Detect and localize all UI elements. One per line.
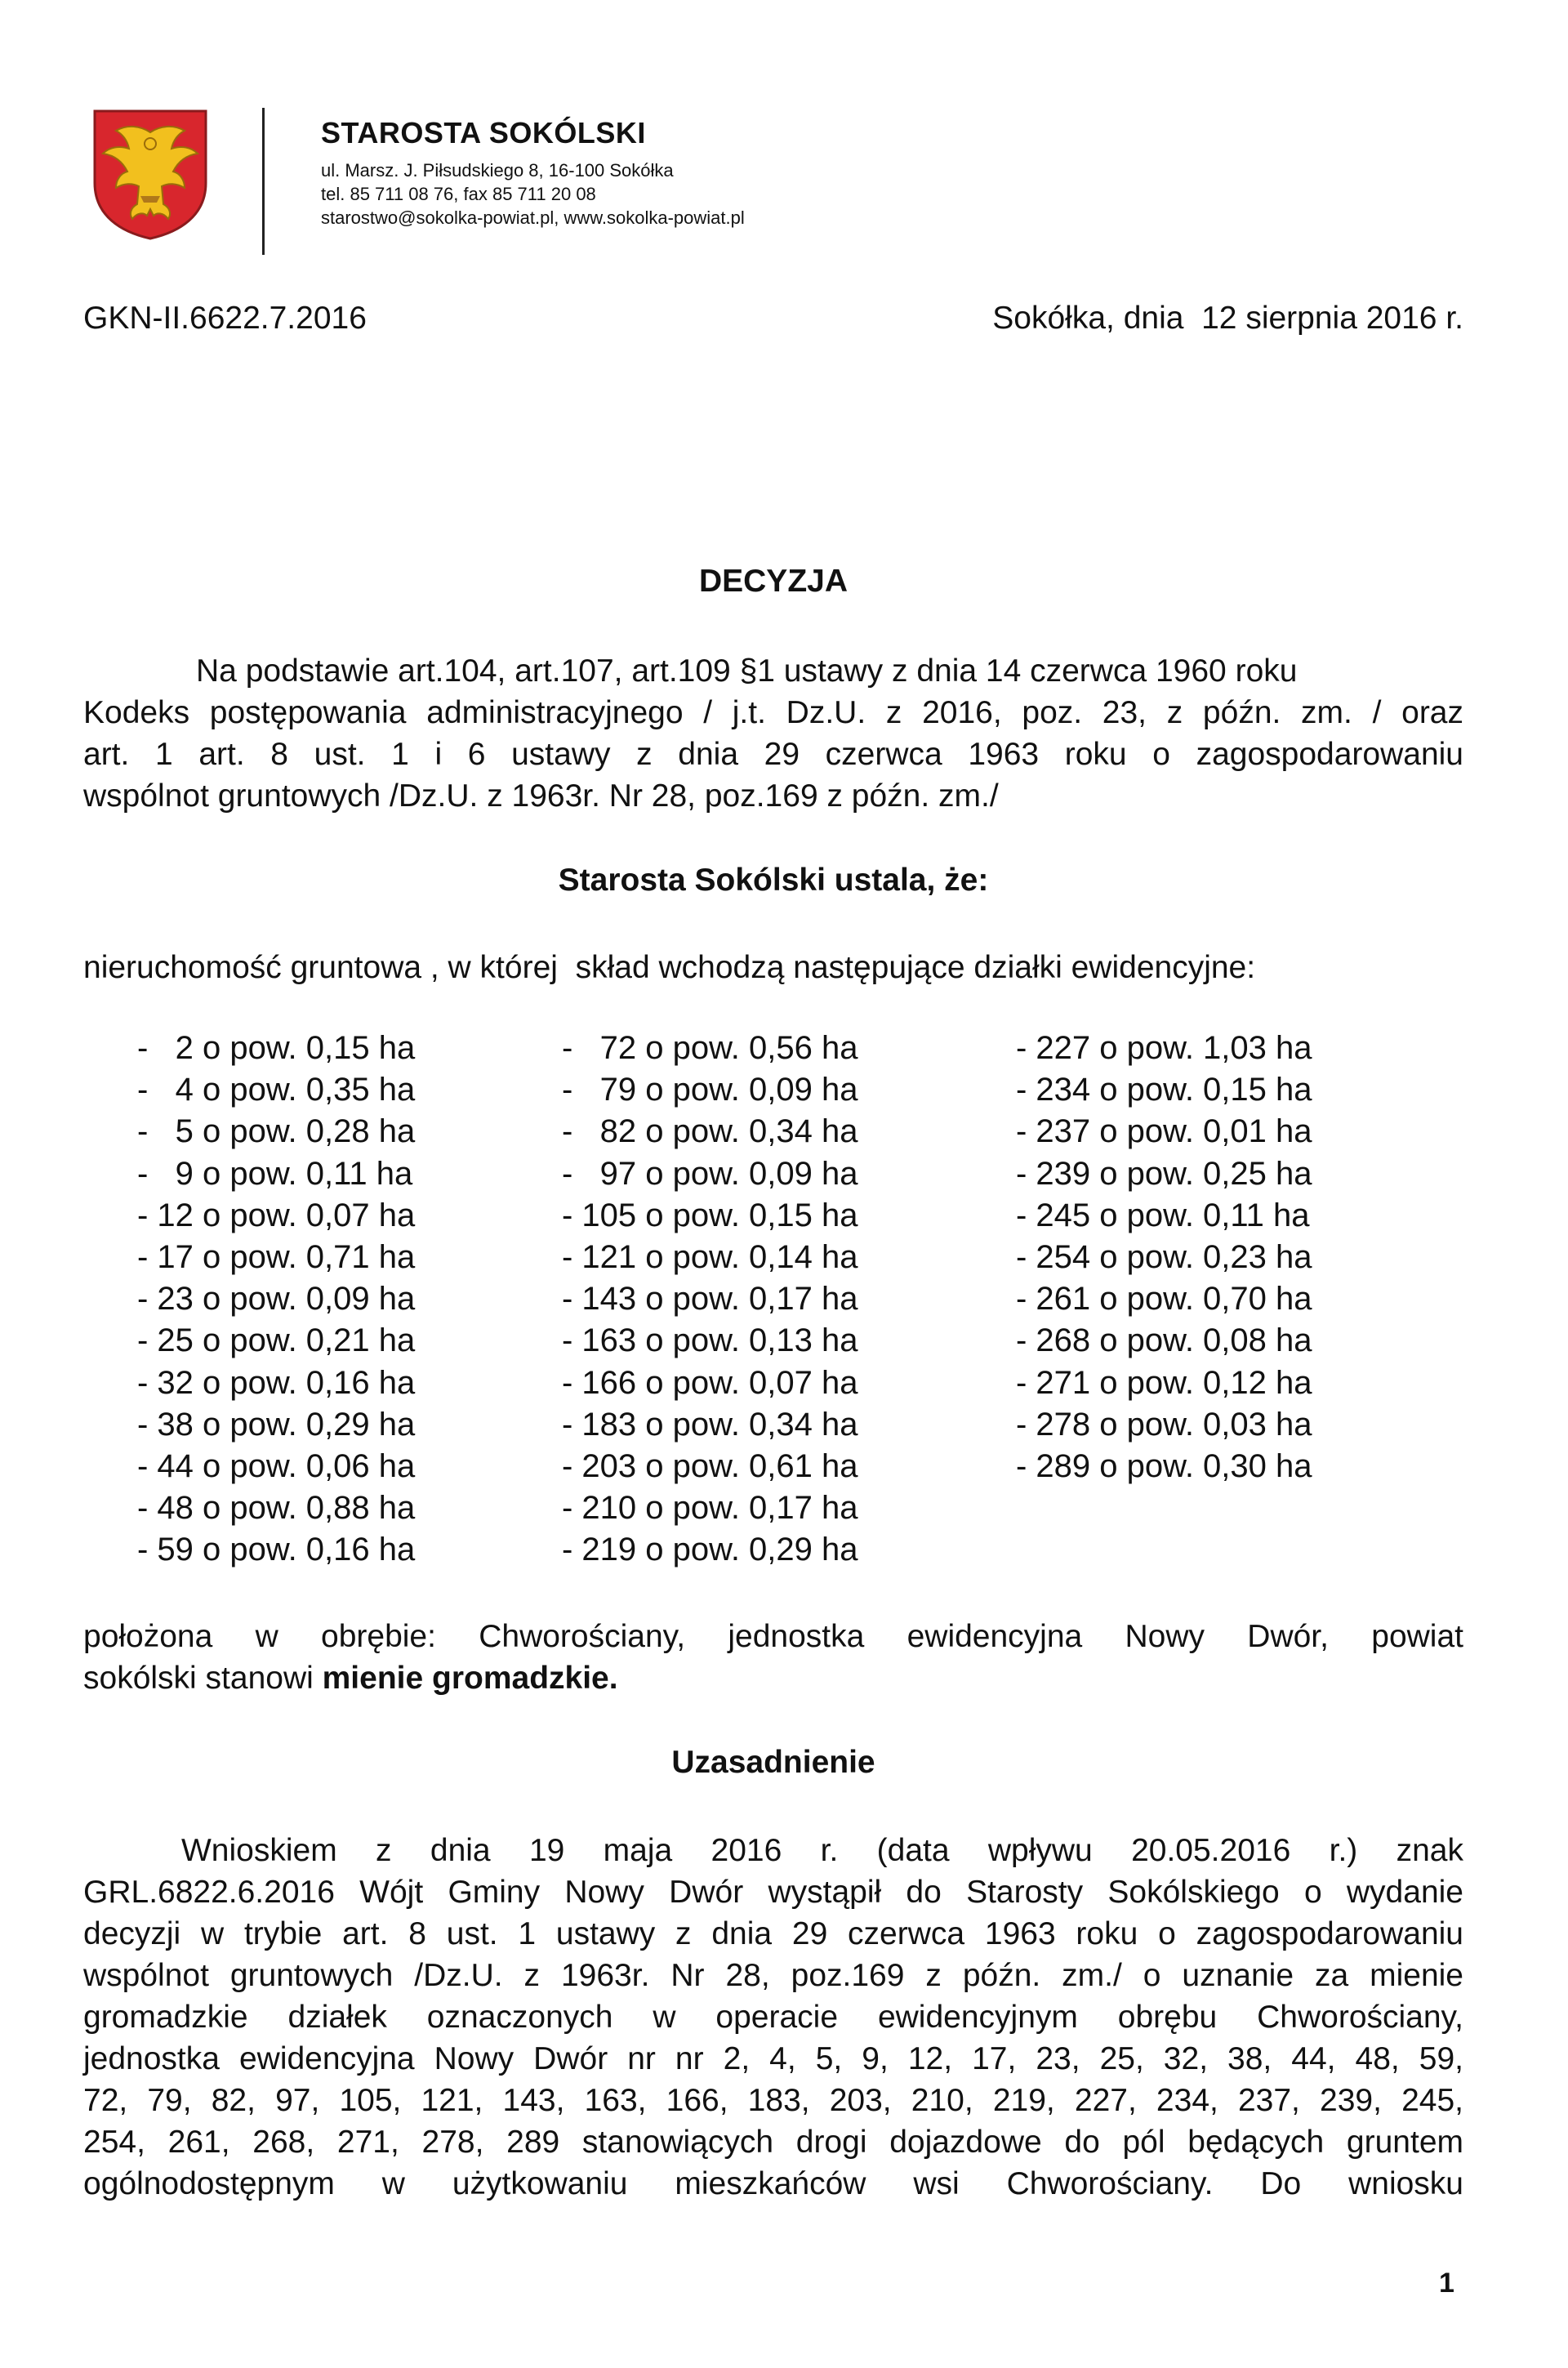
parcel-item: - 2 o pow. 0,15 ha xyxy=(137,1030,416,1066)
parcel-item: - 143 o pow. 0,17 ha xyxy=(562,1281,858,1318)
letterhead-phone: tel. 85 711 08 76, fax 85 711 20 08 xyxy=(321,184,596,204)
page-number: 1 xyxy=(1439,2268,1454,2299)
parcel-item: - 44 o pow. 0,06 ha xyxy=(137,1447,416,1484)
parcel-item: - 9 o pow. 0,11 ha xyxy=(137,1155,413,1192)
decision-heading: DECYZJA xyxy=(698,564,849,599)
legal-basis-line: wspólnot gruntowych /Dz.U. z 1963r. Nr 28, poz.169 z późn. zm./ xyxy=(83,778,999,814)
parcel-item: - 23 o pow. 0,09 ha xyxy=(137,1281,416,1318)
parcel-item: - 12 o pow. 0,07 ha xyxy=(137,1197,416,1233)
justification-line: wspólnot gruntowych /Dz.U. z 1963r. Nr 28, poz.169 z późn. zm./ o uznanie za mienie xyxy=(83,1958,1463,1993)
parcel-item: - 245 o pow. 0,11 ha xyxy=(1016,1197,1310,1233)
letterhead-contact: starostwo@sokolka-powiat.pl, www.sokolka-powiat.pl xyxy=(321,207,745,228)
parcel-item: - 72 o pow. 0,56 ha xyxy=(562,1030,858,1066)
parcel-item: - 254 o pow. 0,23 ha xyxy=(1016,1238,1312,1275)
justification-line: gromadzkie działek oznaczonych w operacie ewidencyjnym obrębu Chworościany, xyxy=(83,2000,1463,2035)
parcels-intro-text: nieruchomość gruntowa , w której skład wchodzą następujące działki ewidencyjne: xyxy=(83,950,1256,985)
location-paragraph xyxy=(83,1616,1463,1699)
parcel-column-2 xyxy=(562,1028,858,1571)
justification-line: 254, 261, 268, 271, 278, 289 stanowiących drogi dojazdowe do pól będących gruntem xyxy=(83,2125,1463,2160)
parcel-column-3 xyxy=(1016,1028,1312,1487)
parcel-item: - 278 o pow. 0,03 ha xyxy=(1016,1406,1312,1443)
parcel-item: - 5 o pow. 0,28 ha xyxy=(137,1113,416,1150)
parcel-item: - 289 o pow. 0,30 ha xyxy=(1016,1447,1312,1484)
parcel-item: - 166 o pow. 0,07 ha xyxy=(562,1364,858,1401)
parcel-item: - 163 o pow. 0,13 ha xyxy=(562,1322,858,1359)
parcel-item: - 271 o pow. 0,12 ha xyxy=(1016,1364,1312,1401)
justification-heading: Uzasadnienie xyxy=(671,1745,875,1780)
case-reference: GKN-II.6622.7.2016 xyxy=(83,301,367,336)
parcel-item: - 25 o pow. 0,21 ha xyxy=(137,1322,416,1359)
determination-heading: Starosta Sokólski ustala, że: xyxy=(558,863,989,898)
parcel-item: - 79 o pow. 0,09 ha xyxy=(562,1072,858,1108)
location-line xyxy=(83,1657,1463,1699)
legal-basis-paragraph xyxy=(83,650,1463,817)
status-emphasis: mienie gromadzkie. xyxy=(322,1661,618,1696)
coat-of-arms-icon xyxy=(91,108,209,242)
parcel-item: - 268 o pow. 0,08 ha xyxy=(1016,1322,1312,1359)
parcel-item: - 82 o pow. 0,34 ha xyxy=(562,1113,858,1150)
letterhead-title: STAROSTA SOKÓLSKI xyxy=(321,116,646,149)
justification-line: jednostka ewidencyjna Nowy Dwór nr nr 2, 4, 5, 9, 12, 17, 23, 25, 32, 38, 44, 48, 59, xyxy=(83,2041,1463,2076)
legal-basis-line: Na podstawie art.104, art.107, art.109 §1 ustawy z dnia 14 czerwca 1960 roku xyxy=(196,653,1298,689)
justification-line: decyzji w trybie art. 8 ust. 1 ustawy z dnia 29 czerwca 1963 roku o zagospodarowaniu xyxy=(83,1916,1463,1951)
legal-basis-line: art. 1 art. 8 ust. 1 i 6 ustawy z dnia 29 czerwca 1963 roku o zagospodarowaniu xyxy=(83,737,1463,772)
parcel-item: - 17 o pow. 0,71 ha xyxy=(137,1238,416,1275)
justification-line: Wnioskiem z dnia 19 maja 2016 r. (data wpływu 20.05.2016 r.) znak xyxy=(181,1833,1463,1868)
justification-line: GRL.6822.6.2016 Wójt Gminy Nowy Dwór wystąpił do Starosty Sokólskiego o wydanie xyxy=(83,1875,1463,1910)
parcels-intro xyxy=(83,947,1463,988)
parcel-item: - 227 o pow. 1,03 ha xyxy=(1016,1030,1312,1066)
parcel-item: - 97 o pow. 0,09 ha xyxy=(562,1155,858,1192)
parcel-item: - 234 o pow. 0,15 ha xyxy=(1016,1072,1312,1108)
parcel-item: - 4 o pow. 0,35 ha xyxy=(137,1072,416,1108)
parcel-item: - 261 o pow. 0,70 ha xyxy=(1016,1281,1312,1318)
letterhead xyxy=(321,116,1219,230)
parcel-item: - 183 o pow. 0,34 ha xyxy=(562,1406,858,1443)
letterhead-divider xyxy=(262,108,265,255)
parcel-item: - 48 o pow. 0,88 ha xyxy=(137,1490,416,1527)
letterhead-address: ul. Marsz. J. Piłsudskiego 8, 16-100 Sokółka xyxy=(321,160,674,181)
parcel-item: - 237 o pow. 0,01 ha xyxy=(1016,1113,1312,1150)
parcel-item: - 105 o pow. 0,15 ha xyxy=(562,1197,858,1233)
parcel-item: - 32 o pow. 0,16 ha xyxy=(137,1364,416,1401)
parcel-item: - 210 o pow. 0,17 ha xyxy=(562,1490,858,1527)
parcel-item: - 38 o pow. 0,29 ha xyxy=(137,1406,416,1443)
parcel-item: - 203 o pow. 0,61 ha xyxy=(562,1447,858,1484)
legal-basis-line: Kodeks postępowania administracyjnego / j.t. Dz.U. z 2016, poz. 23, z późn. zm. / oraz xyxy=(83,695,1463,730)
parcel-item: - 121 o pow. 0,14 ha xyxy=(562,1238,858,1275)
parcel-item: - 239 o pow. 0,25 ha xyxy=(1016,1155,1312,1192)
justification-line: 72, 79, 82, 97, 105, 121, 143, 163, 166, 183, 203, 210, 219, 227, 234, 237, 239, 245, xyxy=(83,2083,1463,2118)
location-line: położona w obrębie: Chworościany, jednostka ewidencyjna Nowy Dwór, powiat xyxy=(83,1619,1463,1654)
parcel-item: - 59 o pow. 0,16 ha xyxy=(137,1532,416,1568)
location-text: sokólski stanowi xyxy=(83,1661,323,1696)
parcel-column-1 xyxy=(137,1028,415,1571)
justification-paragraph xyxy=(83,1830,1463,2205)
place-date: Sokółka, dnia 12 sierpnia 2016 r. xyxy=(992,301,1463,336)
parcel-item: - 219 o pow. 0,29 ha xyxy=(562,1532,858,1568)
justification-line: ogólnodostępnym w użytkowaniu mieszkańców wsi Chworościany. Do wniosku xyxy=(83,2166,1463,2201)
